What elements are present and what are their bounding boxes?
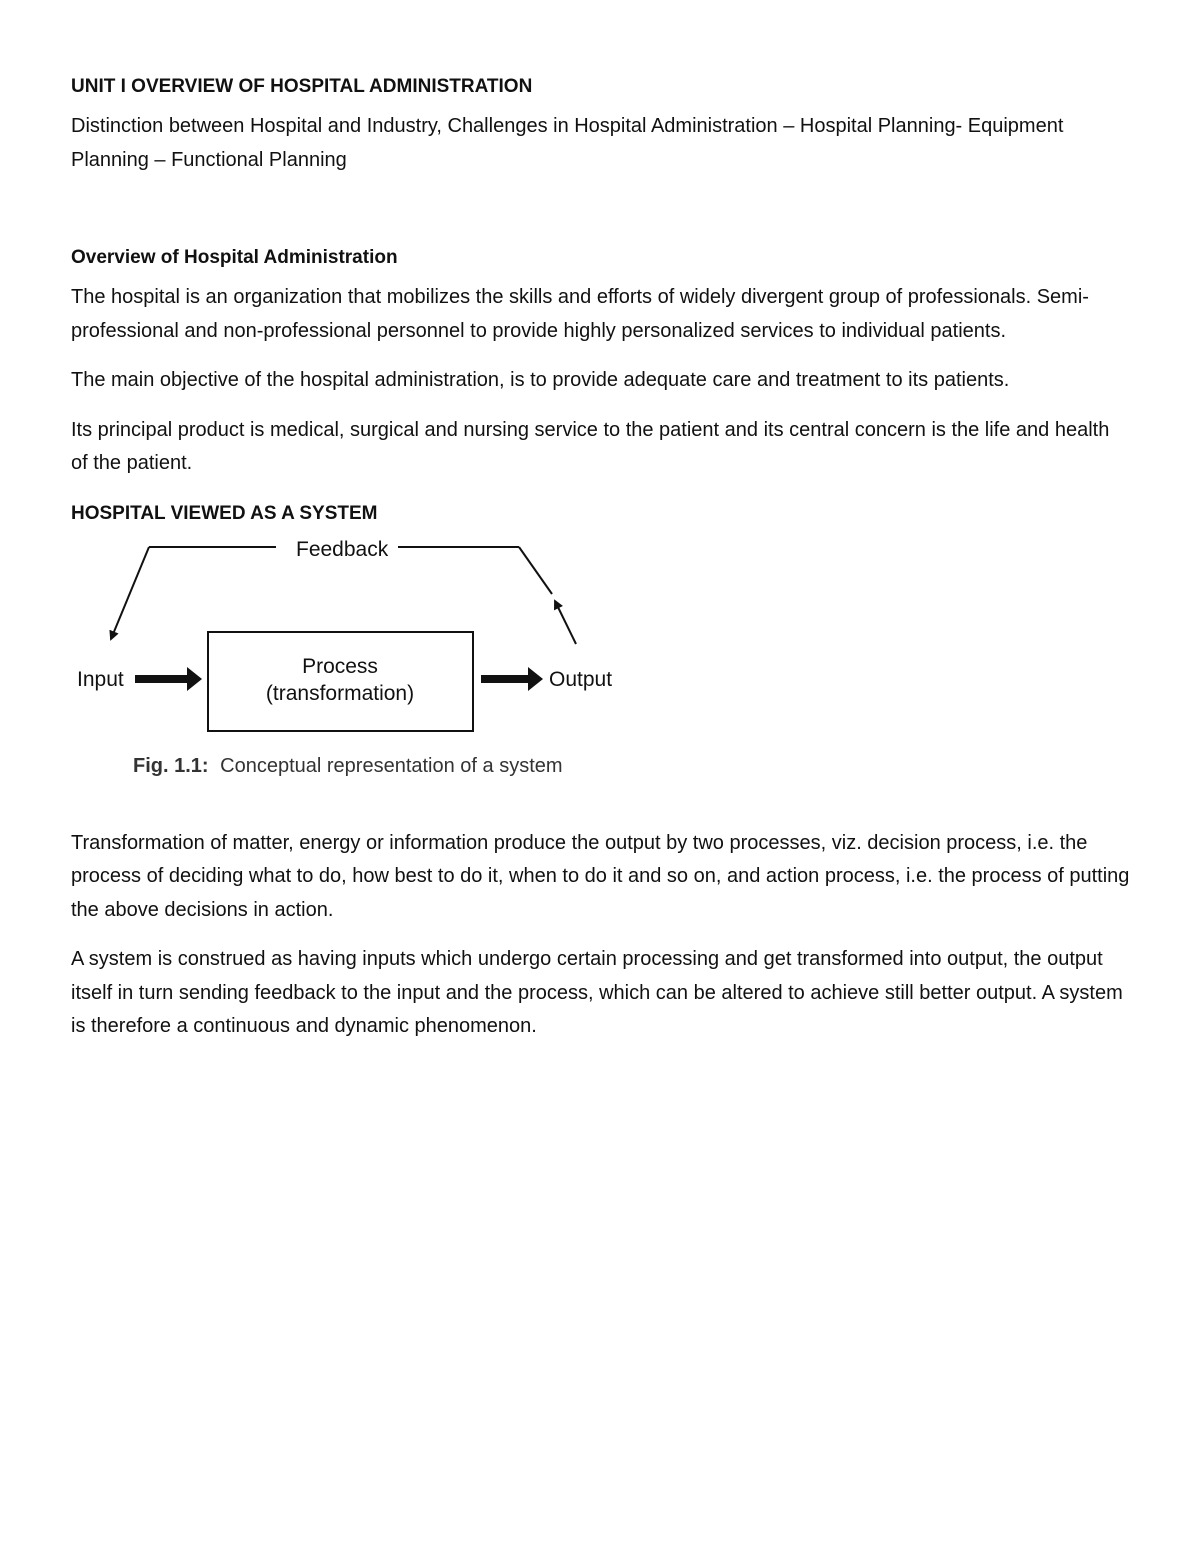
figure-caption-text: Conceptual representation of a system xyxy=(220,754,563,777)
feedback-line-diagonal xyxy=(519,547,552,594)
feedback-arrow-from-output xyxy=(555,601,576,644)
document-page xyxy=(71,70,1131,1060)
output-label: Output xyxy=(549,667,613,691)
input-thick-arrow xyxy=(135,667,202,691)
overview-paragraph-2: The main objective of the hospital administration, is to provide adequate care and treatment to its patients. xyxy=(71,369,1010,391)
figure-caption-prefix: Fig. 1.1: xyxy=(133,754,209,777)
overview-paragraph-1: The hospital is an organization that mobilizes the skills and efforts of widely divergent group of professionals. Semi-professional and non-professional personnel to provide highly personalized services to individual patients. xyxy=(71,286,1089,342)
input-label: Input xyxy=(77,667,124,691)
system-paragraph-1: Transformation of matter, energy or information produce the output by two processes, viz. decision process, i.e. the process of deciding what to do, how best to do it, when to do it and so on, and action process, i.e. the process of putting the above decisions in action. xyxy=(71,831,1130,921)
process-label-line1: Process xyxy=(302,654,378,678)
system-diagram xyxy=(71,537,631,797)
figure-caption xyxy=(133,755,563,777)
output-thick-arrow xyxy=(481,667,543,691)
system-heading: HOSPITAL VIEWED AS A SYSTEM xyxy=(71,502,378,524)
overview-heading: Overview of Hospital Administration xyxy=(71,247,398,268)
overview-paragraph-3: Its principal product is medical, surgical and nursing service to the patient and its central concern is the life and health of the patient. xyxy=(71,418,1110,474)
syllabus-text: Distinction between Hospital and Industry, Challenges in Hospital Administration – Hospital Planning- Equipment Planning – Functional Planning xyxy=(71,115,1064,171)
feedback-arrow-to-input xyxy=(111,547,149,639)
system-paragraph-2: A system is construed as having inputs which undergo certain processing and get transformed into output, the output itself in turn sending feedback to the input and the process, which can be altered to achieve still better output. A system is therefore a continuous and dynamic phenomenon. xyxy=(71,948,1123,1037)
feedback-label: Feedback xyxy=(296,537,389,561)
unit-title: UNIT I OVERVIEW OF HOSPITAL ADMINISTRATION xyxy=(71,76,533,97)
process-label-line2: (transformation) xyxy=(265,681,415,705)
